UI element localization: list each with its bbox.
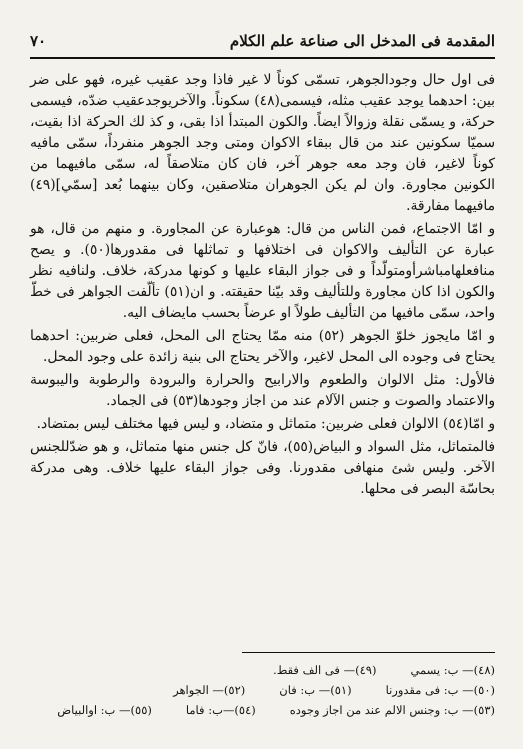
paragraph-5: و امّا(٥٤) الالوان فعلى ضربين: متماثل و متضاد، و ليس فيها مختلف ليس بمتضاد. xyxy=(36,416,495,432)
footnotes xyxy=(30,660,495,720)
page-number: ٧٠ xyxy=(30,32,47,50)
paragraph-4: فالأول: مثل الالوان والطعوم والارابيح والحرارة والبرودة والرطوبة واليبوسة والاعتماد والصوت و جنس الآلام عند من اجاز وجودها(٥٣) فى الجماد. xyxy=(30,372,495,409)
footnote-line xyxy=(30,660,495,680)
footnote-55: (٥٥)— ب: اوالبياض xyxy=(57,703,152,717)
footnote-50: (٥٠)— ب: فى مقدورنا xyxy=(385,683,495,697)
footnote-51: (٥١)— ب: فان xyxy=(279,683,352,697)
footnote-49: (٤٩)— فى الف فقط. xyxy=(273,663,377,677)
body-text xyxy=(30,70,495,502)
footnote-53: (٥٣)— ب: وجنس الالم عند من اجاز وجوده xyxy=(289,703,495,717)
footnote-divider xyxy=(242,652,495,653)
footnote-line xyxy=(30,700,495,720)
footnote-48: (٤٨)— ب: يسمي xyxy=(410,663,495,677)
paragraph-6: فالمتماثل، مثل السواد و البياض(٥٥)، فانّ كل جنس منها متماثل، و هو ضدّللجنس الآخر. وليس شئ منهافى مقدورنا. وفى جواز البقاء عليها خلاف. وهى مدركة بحاسّة البصر فى محلها. xyxy=(30,439,495,497)
running-header xyxy=(30,28,495,56)
footnote-54: (٥٤)—ب: فاما xyxy=(185,703,256,717)
paragraph-2: و امّا الاجتماع، فمن الناس من قال: هوعبارة عن المجاورة. و منهم من قال، هو عبارة عن التأليف والاكوان فى اختلافها و تماثلها فى مقدورها(٥٠). و يصح منافعلهامباشرأومتولّداً و فى جواز البقاء عليها و كونها مدركة، خلاف. ولنافيه نظر والكون اذا كان مجاورة وللتأليف وقد بيّنا حقيقته. و ان(٥١) تألّفت الجواهر فى خطّ واحد، سمّى مافيها من التأليف طولاً او عرضاً بحسب مايضاف اليه. xyxy=(30,221,495,321)
footnote-52: (٥٢)— الجواهر xyxy=(173,683,246,697)
header-divider xyxy=(30,57,495,59)
paragraph-1: فى اول حال وجودالجوهر، تسمّى كوناً لا غير فاذا وجد عقيب غيره، فهو على ضر بين: احدهما يوجد عقيب مثله، فيسمى(٤٨) سكوناً. والآخريوجدعقيب ضدّه، فيسمى حركة، و يسمّى نقلة وزوالاً ايضاً. والكون المبتدأ اذا بقى، و كذ لك الحركة اذا بقيت، سميّا سكونين عند من قال ببقاء الاكوان ومتى وجد الجوهر منفرداً، سمّى مافيه كوناً لاغير، فان وجد معه جوهر آخر، فان كان متلاصقاً له، سمّى مافيهما من الكونين مجاورة. وان لم يكن الجوهران متلاصقين، وكان بينهما بُعد [سمّي](٤٩) مافيهما مفارقة. xyxy=(30,72,495,214)
paragraph-3: و امّا مايجوز خلوّ الجوهر (٥٢) منه ممّا يحتاج الى المحل، فعلى ضربين: احدهما يحتاج فى وجوده الى المحل لاغير، والآخر يحتاج الى بنية زائدة على وجود المحل. xyxy=(30,328,495,365)
footnote-line xyxy=(30,680,495,700)
header-title: المقدمة فى المدخل الى صناعة علم الكلام xyxy=(229,32,495,50)
